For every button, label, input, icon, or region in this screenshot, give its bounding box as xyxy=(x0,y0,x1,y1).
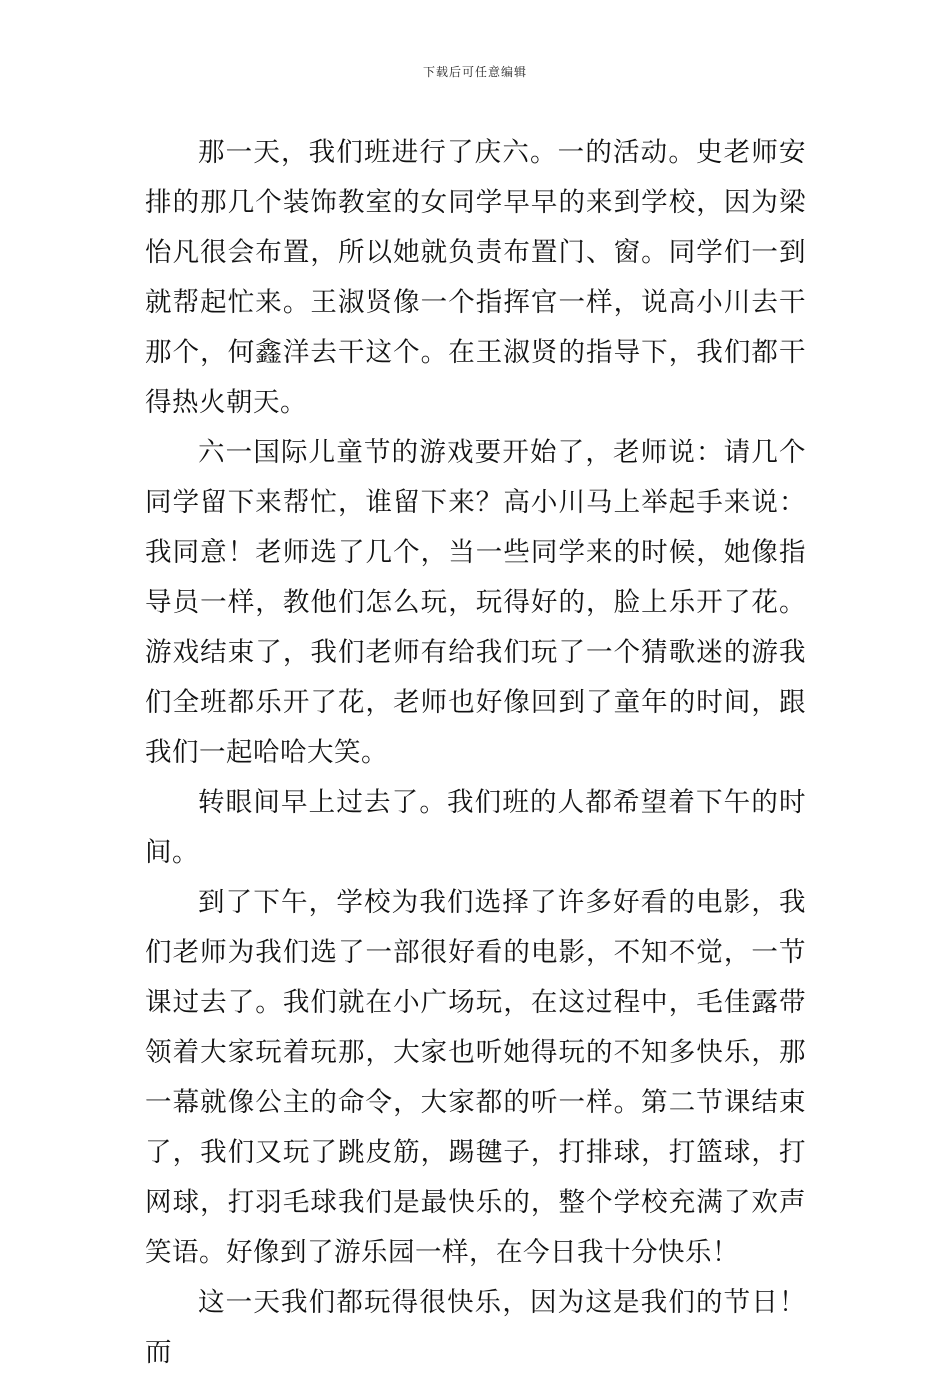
paragraph-5: 这一天我们都玩得很快乐，因为这是我们的节日！而 xyxy=(145,1287,806,1368)
paragraph-4: 到了下午，学校为我们选择了许多好看的电影，我们老师为我们选了一部很好看的电影，不知不觉，一节课过去了。我们就在小广场玩，在这过程中，毛佳露带领着大家玩着玩那，大家也听她得玩的不知多快乐，那一幕就像公主的命令，大家都的听一样。第二节课结束了，我们又玩了跳皮筋，踢毽子，打排球，打篮球，打网球，打羽毛球我们是最快乐的，整个学校充满了欢声笑语。好像到了游乐园一样，在今日我十分快乐！ xyxy=(145,887,806,1268)
paragraph-3: 转眼间早上过去了。我们班的人都希望着下午的时间。 xyxy=(145,787,806,868)
page-header: 下载后可任意编辑 xyxy=(422,65,527,79)
paragraph-2: 六一国际儿童节的游戏要开始了，老师说：请几个同学留下来帮忙，谁留下来？高小川马上举起手来说：我同意！老师选了几个，当一些同学来的时候，她像指导员一样，教他们怎么玩，玩得好的，脸上乐开了花。游戏结束了，我们老师有给我们玩了一个猜歌迷的游我们全班都乐开了花，老师也好像回到了童年的时间，跟我们一起哈哈大笑。 xyxy=(145,437,806,768)
document-body xyxy=(145,128,806,1378)
paragraph-1: 那一天，我们班进行了庆六。一的活动。史老师安排的那几个装饰教室的女同学早早的来到学校，因为梁怡凡很会布置，所以她就负责布置门、窗。同学们一到就帮起忙来。王淑贤像一个指挥官一样，说高小川去干那个，何鑫洋去干这个。在王淑贤的指导下，我们都干得热火朝天。 xyxy=(145,137,806,418)
